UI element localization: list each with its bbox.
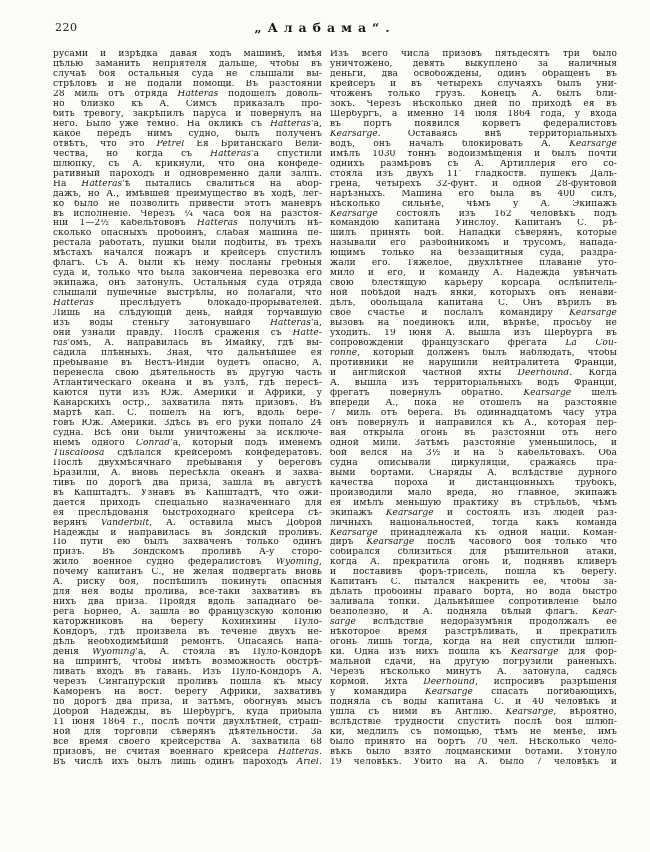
text-line: жали его. Тяжелое, двухлѣтнее плаваніе уто- — [330, 259, 617, 269]
text-line: сколько опасныхъ пробоинъ, слабая машина пе- — [53, 229, 322, 239]
text-line: По пути ею былъ захваченъ только одинъ — [53, 538, 322, 548]
text-line: ки, медлилъ съ помощью, тѣмъ не менѣе, имъ — [330, 727, 617, 737]
text-line: мальной сдачи, на другую погрузили раненыхъ. — [330, 658, 617, 668]
text-line: Каморенъ на вост. берегу Африки, захвативъ — [53, 688, 322, 697]
text-line: сопровожденіи французскаго фрегата La Cou- — [330, 339, 617, 349]
text-line: жило военное судно федералистовъ Wyoming, — [53, 558, 322, 568]
text-line: экипажа, онъ затонулъ. Остальныя суда отряда — [53, 279, 322, 289]
text-line: изъ воды стеньгу затонувшаго Hatteras'а, — [53, 319, 322, 329]
text-line: случаѣ боя остальныя суда не слышали вы- — [53, 69, 322, 79]
text-line: однихъ размѣровъ съ А. Артиллерія его со- — [330, 159, 617, 169]
text-line: А. риску боя, поспѣшилъ покинуть опасныя — [53, 578, 322, 588]
text-line: суда и, только что была закончена перевозка его — [53, 269, 322, 279]
text-line: На Hatteras'ѣ пытались свалиться на абор- — [53, 179, 322, 189]
text-line: деньги, два освобождены, одинъ обращенъ въ — [330, 69, 617, 79]
text-line: стояла изъ двухъ 11″ гладкоств. пушекъ Даль- — [330, 169, 617, 179]
text-line: вызовъ на поединокъ или, вѣрнѣе, просьбу не — [330, 319, 617, 329]
text-line: экипажъ Kearsarge и состоялъ изъ людей раз- — [330, 508, 617, 518]
text-line: кормой. Яхта Deerhound, испросивъ разрѣшенія — [330, 678, 617, 688]
text-line: рестала работать, пушки были подбиты, въ трехъ — [53, 239, 322, 249]
text-line: какое передъ нимъ судно, былъ полученъ — [53, 129, 322, 139]
text-line: 28 миль отъ отряда Hatteras подошелъ доволь- — [53, 89, 322, 99]
text-line: вая открыла огонь въ разстояніи отъ него — [330, 428, 617, 438]
text-line: черезъ Сингапурскій проливъ пошла къ мысу — [53, 678, 322, 688]
text-line: каторжниковъ на берегу Кохинхины Пуло- — [53, 618, 322, 628]
text-line: ной для торговли сѣверянъ дѣятельности. За — [53, 727, 322, 737]
text-line: призъ. Въ Зондскомъ проливѣ А-у сторо- — [53, 548, 322, 558]
text-line: отвѣтъ, что это Petrel Ея Британскаго Вели- — [53, 139, 322, 149]
text-line: крейсеръ и въ четырехъ случаяхъ былъ уни- — [330, 79, 617, 89]
text-line: дается приходъ спеціально назначеннаго для — [53, 498, 322, 508]
text-line: вѣкъ было взято лоцманскими ботами. Утонуло — [330, 747, 617, 757]
text-line: водъ, онъ началъ блокировать А. Kearsarge — [330, 139, 617, 149]
text-line: мѣстахъ начался пожаръ и крейсеръ спустилъ — [53, 249, 322, 259]
text-line: садила плѣнныхъ. Зная, что дальнѣйшее ея — [53, 349, 322, 359]
text-line: Kearsarge. Оставаясь внѣ территоріальныхъ — [330, 129, 617, 139]
text-line: Hatteras преслѣдуетъ блокадо-прорывателей. — [53, 299, 322, 309]
text-line: грена, четырехъ 32-фунт. и одной 28-фунтовой — [330, 179, 617, 189]
text-line: Шербургъ, а именно 14 іюля 1864 года, у входа — [330, 109, 617, 119]
text-line: говъ Юж. Америки. Здѣсь въ его руки попало 24 — [53, 418, 322, 428]
text-line: Лишь на слѣдующій день, найдя торчавшую — [53, 309, 322, 319]
text-line: дѣлать пробоины праваго борта, но вода быстро — [330, 588, 617, 598]
text-line: одной мили. Затѣмъ разстояніе уменьшилось, и — [330, 438, 617, 448]
text-line: почему капитанъ С., не желая подвергать вновь — [53, 568, 322, 578]
text-line: личныхъ національностей, тогда какъ команда — [330, 518, 617, 528]
text-line: онъ повернулъ и направился къ А., которая пер- — [330, 418, 617, 428]
text-line: на шпрингѣ, чтобы имѣть возможность обстрѣ- — [53, 658, 322, 668]
text-line: диръ Kearsarge послѣ часового боя только что — [330, 538, 617, 548]
text-line: мартѣ кап. С. пошелъ на югъ, вдоль бере- — [53, 408, 322, 418]
text-line: нихъ два приза. Пройдя вдоль западнаго бе- — [53, 598, 322, 608]
text-line: Послѣ двухмѣсячнаго пребыванія у береговъ — [53, 458, 322, 468]
text-line: каются пути изъ Юж. Америки и Африки, у — [53, 388, 322, 398]
text-line: Kearsarge состоялъ изъ 162 человѣкъ подъ — [330, 209, 617, 219]
text-line: Въ числѣ ихъ былъ лишь одинъ пароходъ Ariel. — [53, 757, 322, 767]
text-line: стрѣловъ и не подали помощи. Въ разстояніи — [53, 79, 322, 89]
text-line: него. Было уже темно. На окликъ съ Hatteras'а, — [53, 119, 322, 129]
text-line: Доброй Надежды, въ Шербургъ, куда прибыла — [53, 707, 322, 717]
text-line: и англійской частной яхты Deerhound. Когда — [330, 369, 617, 378]
text-line: пребываніе въ Вестъ-Индіи будетъ опасно, А. — [53, 359, 322, 369]
text-line: ко было не позволить привести этотъ маневръ — [53, 199, 322, 209]
text-line: чества, но когда съ Hatteras'а спустили — [53, 149, 322, 159]
text-line: нѣкоторое время разстрѣливать, и прекратилъ — [330, 628, 617, 638]
text-line: шилъ принять бой. Нападки сѣверянъ, которые — [330, 229, 617, 239]
text-line: противники не нарушили нейтралитета Франціи, — [330, 359, 617, 369]
text-line: имѣлъ 1030 тоннъ водоизмѣщенія и былъ почти — [330, 149, 617, 159]
text-line: мило и его, и команду А. Надежда увѣнчать — [330, 269, 617, 279]
text-line: ніи 1—2½ кабельтововъ Hatteras получилъ нѣ- — [53, 219, 322, 229]
text-line: sarge вслѣдствіе недоразумѣнія продолжалъ ее — [330, 618, 617, 628]
text-line: Kearsarge принадлежала къ одной націи. Коман- — [330, 528, 617, 538]
text-line: но близко къ А. Симсъ приказалъ про- — [53, 99, 322, 109]
text-line: ніемъ одного Conrad'а, который подъ именемъ — [53, 438, 322, 448]
text-line: дѣлъ, обольщала капитана С. Онъ вѣрилъ въ — [330, 299, 617, 309]
text-line: въ Капштадтъ. Узнавъ въ Капштадтѣ, что ожи- — [53, 488, 322, 498]
text-line: собирался сблизиться для рѣшительной атаки, — [330, 548, 617, 558]
text-line: тивъ по дорогѣ два приза, зашла въ августѣ — [53, 478, 322, 488]
text-line: Tuscaloosa сдѣлался крейсеромъ конфедератовъ. — [53, 448, 322, 458]
text-line: Атлантическаго океана и въ узлѣ, гдѣ пересѣ- — [53, 378, 322, 388]
text-line: Черезъ нѣсколько минутъ А. затонула, садясь — [330, 668, 617, 678]
text-line: фрегатъ повернулъ обратно. Kearsarge шелъ — [330, 388, 617, 398]
text-line: русами и изрѣдка давая ходъ машинѣ, имѣя — [53, 50, 322, 59]
text-line: въ исполненіе. Черезъ ¼ часа боя на разстоя- — [53, 209, 322, 219]
text-line: судна. Всѣ они были уничтожены за исключе- — [53, 428, 322, 438]
text-line: ушла съ ними въ Англію. Kearsarge, вѣроятно, — [330, 707, 617, 717]
text-line: 11 іюня 1864 г., послѣ почти двухлѣтней, страш- — [53, 717, 322, 727]
text-line: Канарскихъ остр., захватила пять призовъ. Въ — [53, 398, 322, 408]
text-line: безполезно, и А. подняла бѣлый флагъ. Kear- — [330, 608, 617, 618]
text-line: дажъ, но А., имѣвшей преимущество въ ходѣ, лег- — [53, 189, 322, 199]
text-line: слышали пушечные выстрѣлы, но полагали, что — [53, 289, 322, 299]
text-line: судна описывали циркуляціи, сражаясь пра- — [330, 458, 617, 468]
text-line: цѣлью заманить непріятеля дальше, чтобы въ — [53, 59, 322, 69]
page-header — [0, 20, 650, 36]
text-line: ronne, который долженъ былъ наблюдать, чтобы — [330, 349, 617, 359]
text-line: для нея воды пролива, все-таки захвативъ въ — [53, 588, 322, 598]
text-line: когда А. прекратила огонь и, поднявъ кливеръ — [330, 558, 617, 568]
text-line: Бразиліи, А. вновь пересѣкла океанъ и захва- — [53, 468, 322, 478]
text-line: они узнали правду. Послѣ сраженія съ Hatte- — [53, 329, 322, 339]
text-line: уничтожено, девять выкуплено за наличныя — [330, 59, 617, 69]
text-line: ющимъ только на беззащитныя суда, раздра- — [330, 249, 617, 259]
text-line: уходить. 19 іюня А. вышла изъ Шербурга въ — [330, 329, 617, 339]
text-line: Изъ всего числа призовъ пятьдесятъ три было — [330, 50, 617, 59]
text-line: называли его разбойникомъ и трусомъ, напада- — [330, 239, 617, 249]
text-line: верянъ Vanderbilt, А. оставила мысъ Доброй — [53, 518, 322, 528]
text-line: впереди А., пока не отошелъ на разстояніе — [330, 398, 617, 408]
text-line: было принято на бортъ 70 чел. Нѣсколько чело- — [330, 737, 617, 747]
text-line: ея преслѣдованія быстроходнаго крейсера сѣ- — [53, 508, 322, 518]
text-line: 7 миль отъ берега. Въ одиннадцатомъ часу утра — [330, 408, 617, 418]
running-title: „Алабама“. — [254, 20, 396, 35]
text-line: качества пороха и дистанціонныхъ трубокъ, — [330, 478, 617, 488]
text-line: заливала топки. Дальнѣйшее сопротивленіе было — [330, 598, 617, 608]
text-line: бить тревогу, закрѣпилъ паруса и повернулъ на — [53, 109, 322, 119]
text-line: ративный пароходъ и одновременно дали залпъ. — [53, 169, 322, 179]
text-line: чтоженъ только грузъ. Конецъ А. былъ бли- — [330, 89, 617, 99]
text-line: призовъ, не считая военнаго крейсера Hatteras. — [53, 747, 322, 757]
text-line: ной побѣдой надъ янки, которыхъ онъ ненави- — [330, 289, 617, 299]
text-line: огонь лишь тогда, когда на ней спустили шлюп- — [330, 638, 617, 648]
text-line: перенесла свою дѣятельность въ другую часть — [53, 369, 322, 378]
text-line: ras'омъ, А. направилась въ Ямайку, гдѣ вы- — [53, 339, 322, 349]
text-line: производили мало вреда, но главное, экипажъ — [330, 488, 617, 498]
text-column-left — [53, 50, 322, 768]
text-line: А. вышла изъ территоріальныхъ водъ Франціи, — [330, 378, 617, 388]
text-line: рега Борнео, А. зашла во французскую колонію — [53, 608, 322, 618]
text-column-right — [330, 50, 617, 768]
text-line: нарѣзныхъ. Машина его была въ 400 силъ, — [330, 189, 617, 199]
text-line: ки. Одна изъ нихъ пошла къ Kearsarge для фор- — [330, 648, 617, 658]
text-line: бой велся на 3½ и на 5 кабельтовахъ. Оба — [330, 448, 617, 458]
text-line: денія Wyoming'а, А. стояла въ Пуло-Кондорѣ — [53, 648, 322, 658]
text-line: вслѣдствіе трудности спустить послѣ боя шлюп- — [330, 717, 617, 727]
text-line: свою блестящую карьеру корсара ослѣпитель- — [330, 279, 617, 289]
text-line: подняла съ воды капитана С. и 40 человѣкъ и — [330, 697, 617, 707]
text-line: Надежды и направилась въ Зондскій проливъ. — [53, 528, 322, 538]
text-line: у командира Kearsarge спасать погибающихъ, — [330, 688, 617, 697]
text-line: по дорогѣ два приза, и затѣмъ, обогнувъ мысъ — [53, 697, 322, 707]
text-line: шлюпку, съ А. крикнули, что она конфеде- — [53, 159, 322, 169]
text-line: ея имѣлъ меньшую практику въ стрѣльбѣ, чѣмъ — [330, 498, 617, 508]
text-line: и поставивъ форъ-трисель, пошла къ берегу. — [330, 568, 617, 578]
text-line: 19 человѣкъ. Убито на А. было 7 человѣкъ и — [330, 757, 617, 767]
text-line: выми бортами. Снаряды А. вслѣдствіе дурного — [330, 468, 617, 478]
page-number: 220 — [55, 21, 78, 34]
text-line: все время своего крейсерства А. захватила 68 — [53, 737, 322, 747]
text-line: въ портъ появился корветъ федералистовъ — [330, 119, 617, 129]
text-line: флагъ. Съ А. были къ нему посланы гребныя — [53, 259, 322, 269]
text-line: командою капитана Уинслоу. Капитанъ С. рѣ- — [330, 219, 617, 229]
text-line: дѣль необходимѣйшій ремонтъ. Опасаясь напа- — [53, 638, 322, 648]
text-line: зокъ. Черезъ нѣсколько дней по приходѣ ея въ — [330, 99, 617, 109]
text-line: Капитанъ С. пытался накренить ее, чтобы за- — [330, 578, 617, 588]
text-line: ливать входъ въ гавань. Изъ Пуло-Кондоръ А. — [53, 668, 322, 678]
text-line: свое счастье и послалъ командиру Kearsarge — [330, 309, 617, 319]
text-line: нѣсколько сильнѣе, чѣмъ у А. Экипажъ — [330, 199, 617, 209]
text-line: Кондоръ, гдѣ произвела въ теченіе двухъ не- — [53, 628, 322, 638]
